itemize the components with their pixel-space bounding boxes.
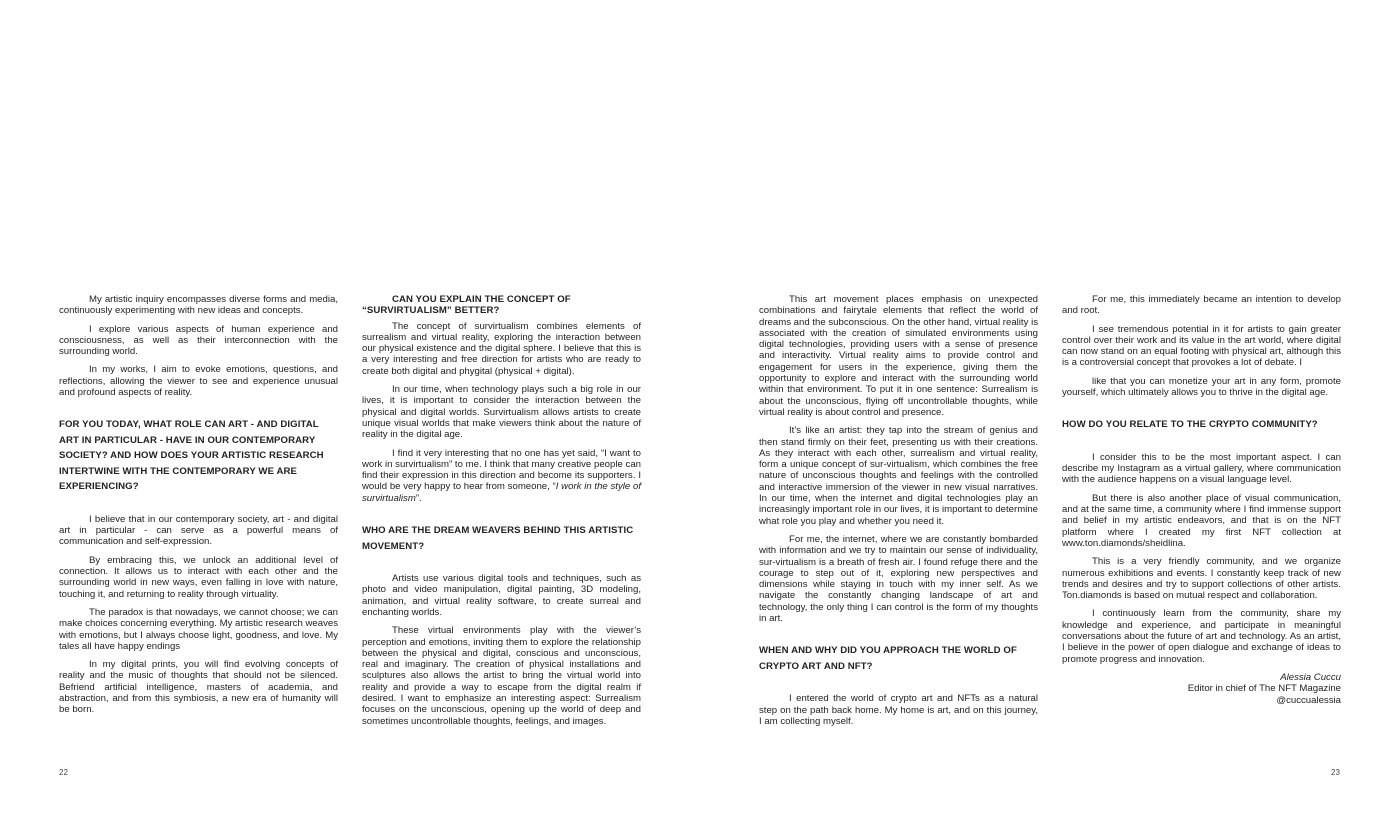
- paragraph: I entered the world of crypto art and NFTs as a natural step on the path back home. My home is art, and on this journey, I am collecting myself.: [759, 693, 1038, 727]
- paragraph: In our time, when technology plays such a big role in our lives, it is important to consider the interaction between the physical and digital worlds. Survirtualism allows artists to create unique visual worlds that make viewers think about the nature of reality in the digital age.: [362, 384, 641, 441]
- paragraph: like that you can monetize your art in any form, promote yourself, which ultimately allows you to thrive in the digital age.: [1062, 375, 1341, 399]
- signature-handle: @cuccualessia: [1276, 694, 1341, 706]
- paragraph: I believe that in our contemporary society, art - and digital art in particular - can serve as a powerful means of communication and self-expression.: [59, 513, 338, 548]
- left-page-column-2: [362, 294, 641, 734]
- section-heading: HOW DO YOU RELATE TO THE CRYPTO COMMUNITY?: [1062, 419, 1318, 431]
- paragraph: The concept of survirtualism combines elements of surrealism and virtual reality, exploring the interaction between our physical existence and the digital sphere. I believe that this is a very interesting and free direction for artists who are ready to create both digital and phygital (physical + digital).: [362, 320, 641, 377]
- paragraph: But there is also another place of visual communication, and at the same time, a community where I find immense support and belief in my artistic endeavors, and that is on the NFT platform where I created my first NFT collection at www.ton.diamonds/sheidlina.: [1062, 492, 1341, 549]
- paragraph: I see tremendous potential in it for artists to gain greater control over their work and its value in the art world, where digital can now stand on an equal footing with physical art, although this is a controversial concept that provokes a lot of debate. I: [1062, 323, 1341, 369]
- paragraph: By embracing this, we unlock an additional level of connection. It allows us to interact with each other and the surrounding world in new ways, even falling in love with nature, touching it, and returning to reality through virtuality.: [59, 554, 338, 600]
- left-page-column-1: [59, 294, 338, 723]
- section-heading: FOR YOU TODAY, WHAT ROLE CAN ART - AND DIGITAL ART IN PARTICULAR - HAVE IN OUR CONTEMPORARY SOCIETY? AND HOW DOES YOUR ARTISTIC RESEARCH INTERTWINE WITH THE CONTEMPORARY WE ARE EXPERIENCING?: [59, 419, 324, 493]
- paragraph: [362, 448, 641, 504]
- paragraph: For me, this immediately became an intention to develop and root.: [1062, 294, 1341, 317]
- text-run: I find it very interesting that no one has yet said, “I want to work in survirtualism” to me. I think that many creative people can find their expression in this direction and become its supporters. I would be very happy to hear from someone, “: [362, 447, 641, 493]
- page-number-left: 22: [59, 768, 68, 777]
- paragraph: I continuously learn from the community, share my knowledge and experience, and participate in meaningful conversations about the future of art and technology. As an artist, I believe in the power of open dialogue and exchange of ideas to promote progress and innovation.: [1062, 608, 1341, 665]
- paragraph: I consider this to be the most important aspect. I can describe my Instagram as a virtual gallery, where communication with the audience happens on a visual language level.: [1062, 451, 1341, 486]
- page-number-right: 23: [1331, 768, 1340, 777]
- right-page-column-2: [1062, 294, 1341, 706]
- paragraph: The paradox is that nowadays, we cannot choose; we can make choices concerning everything. My artistic research weaves with emotions, but I always choose light, goodness, and love. My tales all have happy endings: [59, 606, 338, 652]
- paragraph: My artistic inquiry encompasses diverse forms and media, continuously experimenting with new ideas and concepts.: [59, 294, 338, 317]
- text-run: ”.: [415, 492, 422, 504]
- paragraph: It’s like an artist: they tap into the stream of genius and then stand firmly on their feet, presenting us with their creations. As they interact with each other, surrealism and virtual reality, form a unique concept of sur-virtualism, which combines the free nature of unconscious thoughts and feelings with the controlled and interactive immersion of the viewer in new visual narratives. In our time, when the internet and digital technologies play an increasingly important role in our lives, it is important to determine what role you play and whether you need it.: [759, 425, 1038, 527]
- section-heading: WHEN AND WHY DID YOU APPROACH THE WORLD OF CRYPTO ART AND NFT?: [759, 645, 1017, 672]
- paragraph: This art movement places emphasis on unexpected combinations and fairytale elements that reflect the world of dreams and the subconscious. On the other hand, virtual reality is associated with the creation of simulated environments using digital technologies, providing users with a sense of presence and interactivity. Virtual reality aims to provide control and engagement for users in the experience, giving them the opportunity to explore and interact with the surrounding world within that environment. To put it in one sentence: Surrealism is about the unconscious, flying off uncontrollable thoughts, while virtual reality is about control and presence.: [759, 294, 1038, 418]
- signature-name: Alessia Cuccu: [1280, 671, 1341, 683]
- section-heading: CAN YOU EXPLAIN THE CONCEPT OF “SURVIRTUALISM” BETTER?: [362, 294, 571, 317]
- paragraph: For me, the internet, where we are constantly bombarded with information and we try to maintain our sense of individuality, sur-virtualism is a breath of fresh air. I found refuge there and the courage to step out of it, exploring new perspectives and dimensions while staying in touch with my inner self. As we navigate the constantly changing landscape of art and technology, the only thing I can control is the form of my thoughts in art.: [759, 533, 1038, 625]
- section-heading: WHO ARE THE DREAM WEAVERS BEHIND THIS ARTISTIC MOVEMENT?: [362, 525, 634, 552]
- paragraph: In my digital prints, you will find evolving concepts of reality and the music of thoughts that should not be silenced. Befriend artificial intelligence, masters of academia, and abstraction, and from this symbiosis, a new era of humanity will be born.: [59, 659, 338, 716]
- paragraph: These virtual environments play with the viewer’s perception and emotions, inviting them to explore the relationship between the physical and digital, conscious and unconscious, real and imaginary. The creation of physical installations and sculptures also allows the artist to bring the virtual world into reality and provide a way to escape from the digital realm if desired. I want to emphasize an interesting aspect: Surrealism focuses on the unconscious, opening up the world of deep and sometimes uncontrollable thoughts, feelings, and images.: [362, 625, 641, 727]
- signature-title: Editor in chief of The NFT Magazine: [1187, 683, 1341, 695]
- paragraph: I explore various aspects of human experience and consciousness, as well as their interconnection with the surrounding world.: [59, 323, 338, 358]
- paragraph: In my works, I aim to evoke emotions, questions, and reflections, allowing the viewer to see and experience unusual and profound aspects of reality.: [59, 364, 338, 399]
- paragraph: This is a very friendly community, and we organize numerous exhibitions and events. I constantly keep track of new trends and desires and try to support collections of other artists. Ton.diamonds is based on mutual respect and collaboration.: [1062, 556, 1341, 602]
- italic-text: I work in the style of survirtualism: [362, 481, 641, 504]
- right-page-column-1: [759, 294, 1038, 734]
- signature-block: [1062, 672, 1341, 707]
- paragraph: Artists use various digital tools and techniques, such as photo and video manipulation, digital painting, 3D modeling, animation, and virtual reality software, to create surreal and enchanting worlds.: [362, 573, 641, 618]
